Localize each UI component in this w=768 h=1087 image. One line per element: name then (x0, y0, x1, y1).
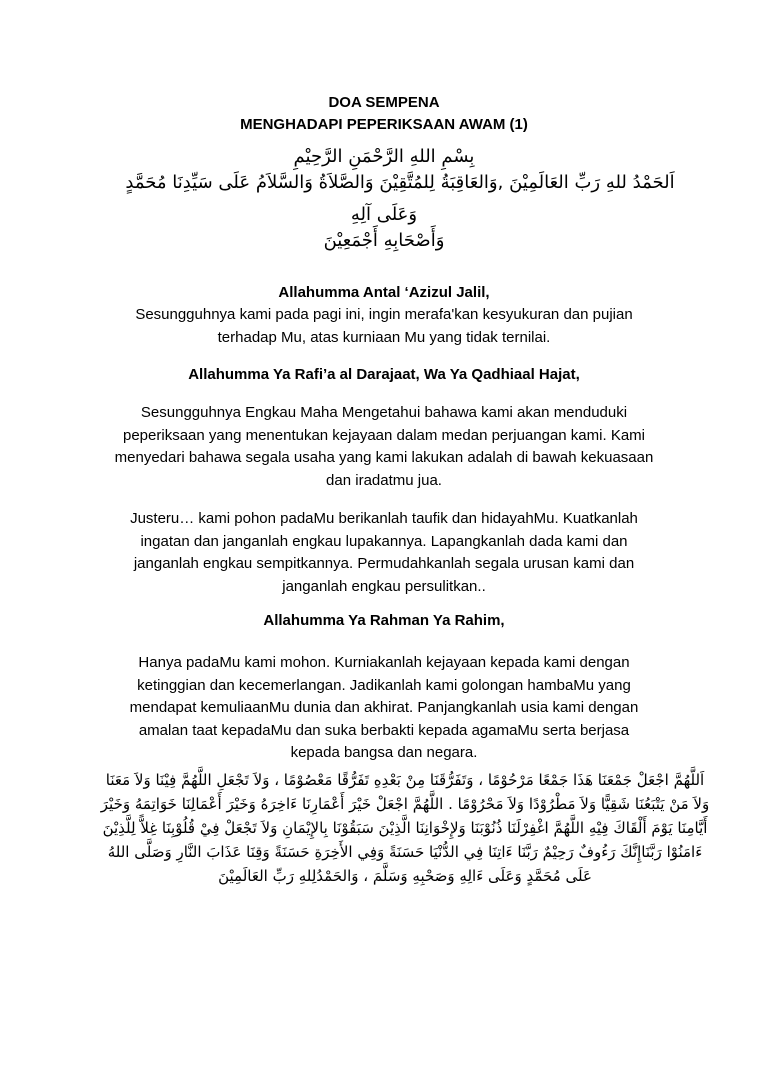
paragraph-kesyukuran: Sesungguhnya kami pada pagi ini, ingin merafa'kan kesyukuran dan pujian terhadap Mu, atas kurniaan Mu yang tidak ternilai. (135, 306, 633, 346)
doc-title-line1: DOA SEMPENA (328, 94, 440, 111)
arabic-closing-prayer: اَللَّهُمَّ اجْعَلْ جَمْعَنَا هَذَا جَمْعًا مَرْحُوْمًا ، وَتَفَرُّقَنَا مِنْ بَعْدِهِ تَفَرُّقًا مَعْصُوْمًا ، وَلاَ تَجْعَلِ اللَّهُمَّ فِيْنَا وَلاَ مَعَنَا وَلاَ مَنْ يَتْبَعُنَا شَقِيًّا وَلاَ مَطْرُوْدًا وَلاَ مَحْرُوْمًا . اللَّهُمَّ اجْعَلْ خَيْرَ أَعْمَارِنَا ءَاخِرَهُ وَخَيْرَ أَعْمَالِنَا خَوَاتِمَهُ وَخَيْرَ أَيَّامِنَا يَوْمَ أَلْقَاكَ فِيْهِ اللَّهُمَّ اغْفِرْلَنَا ذُنُوْبَنَا وَلإِخْوَانِنَا الَّذِيْنَ سَبَقُوْنَا بِالإِيْمَانِ وَلاَ تَجْعَلْ فِيْ قُلُوْبِنَا غِلاًّ لِلَّذِيْنَ ءَامَنُوْا رَبَّنَاإِنَّكَ رَءُوفٌ رَحِيْمٌ رَبَّنَا ءَاتِنَا فِي الدُّنْيَا حَسَنَةً وَفِي الأَخِرَةِ حَسَنَةً وَقِنَا عَذَابَ النَّارِ وَصَلَّى اللهُ عَلَى مُحَمَّدٍ وَعَلَى ءَالِهِ وَصَحْبِهِ وَسَلَّمَ ، وَالحَمْدُلِلهِ رَبِّ العَالَمِيْنَ (100, 771, 710, 885)
heading-rafia-darajaat: Allahumma Ya Rafi’a al Darajaat, Wa Ya Qadhiaal Hajat, (188, 366, 580, 383)
arabic-bismillah: بِسْمِ اللهِ الرَّحْمَنِ الرَّحِيْمِ (293, 146, 475, 167)
arabic-hamd: اَلحَمْدُ للهِ رَبِّ العَالَمِيْنَ ,وَالعَاقِبَةُ لِلمُتَّقِيْنَ وَالصَّلاَةُ وَالسَّلاَمُ عَلَى سَيِّدِنَا مُحَمَّدٍ (125, 172, 675, 193)
paragraph-taufik-hidayah: Justeru… kami pohon padaMu berikanlah taufik dan hidayahMu. Kuatkanlah ingatan dan janganlah engkau lupakannya. Lapangkanlah dada kami dan janganlah engkau sempitkannya. Permudahkanlah segala urusan kami dan janganlah engkau persulitkan.. (130, 510, 638, 595)
heading-antal-azizul-jalil: Allahumma Antal ‘Azizul Jalil, (278, 284, 490, 301)
doc-title-line2: MENGHADAPI PEPERIKSAAN AWAM (1) (240, 116, 528, 133)
arabic-ala-alihi: وَعَلَى آلِهِ (350, 204, 418, 225)
paragraph-kejayaan: Hanya padaMu kami mohon. Kurniakanlah kejayaan kepada kami dengan ketinggian dan kecemerlangan. Jadikanlah kami golongan hambaMu yang mendapat kemuliaanMu dunia dan akhirat. Panjangkanlah usia kami dengan amalan taat kepadaMu dan suka berbakti kepada agamaMu serta berjasa kepada bangsa dan negara. (129, 654, 639, 761)
heading-rahman-rahim: Allahumma Ya Rahman Ya Rahim, (263, 612, 505, 629)
arabic-ashabihi: وَأَصْحَابِهِ أَجْمَعِيْنَ (323, 230, 445, 251)
paragraph-peperiksaan: Sesungguhnya Engkau Maha Mengetahui bahawa kami akan menduduki peperiksaan yang menentukan kejayaan dalam medan perjuangan kami. Kami menyedari bahawa segala usaha yang kami lakukan adalah di bawah kekuasaan dan iradatmu jua. (114, 404, 654, 489)
